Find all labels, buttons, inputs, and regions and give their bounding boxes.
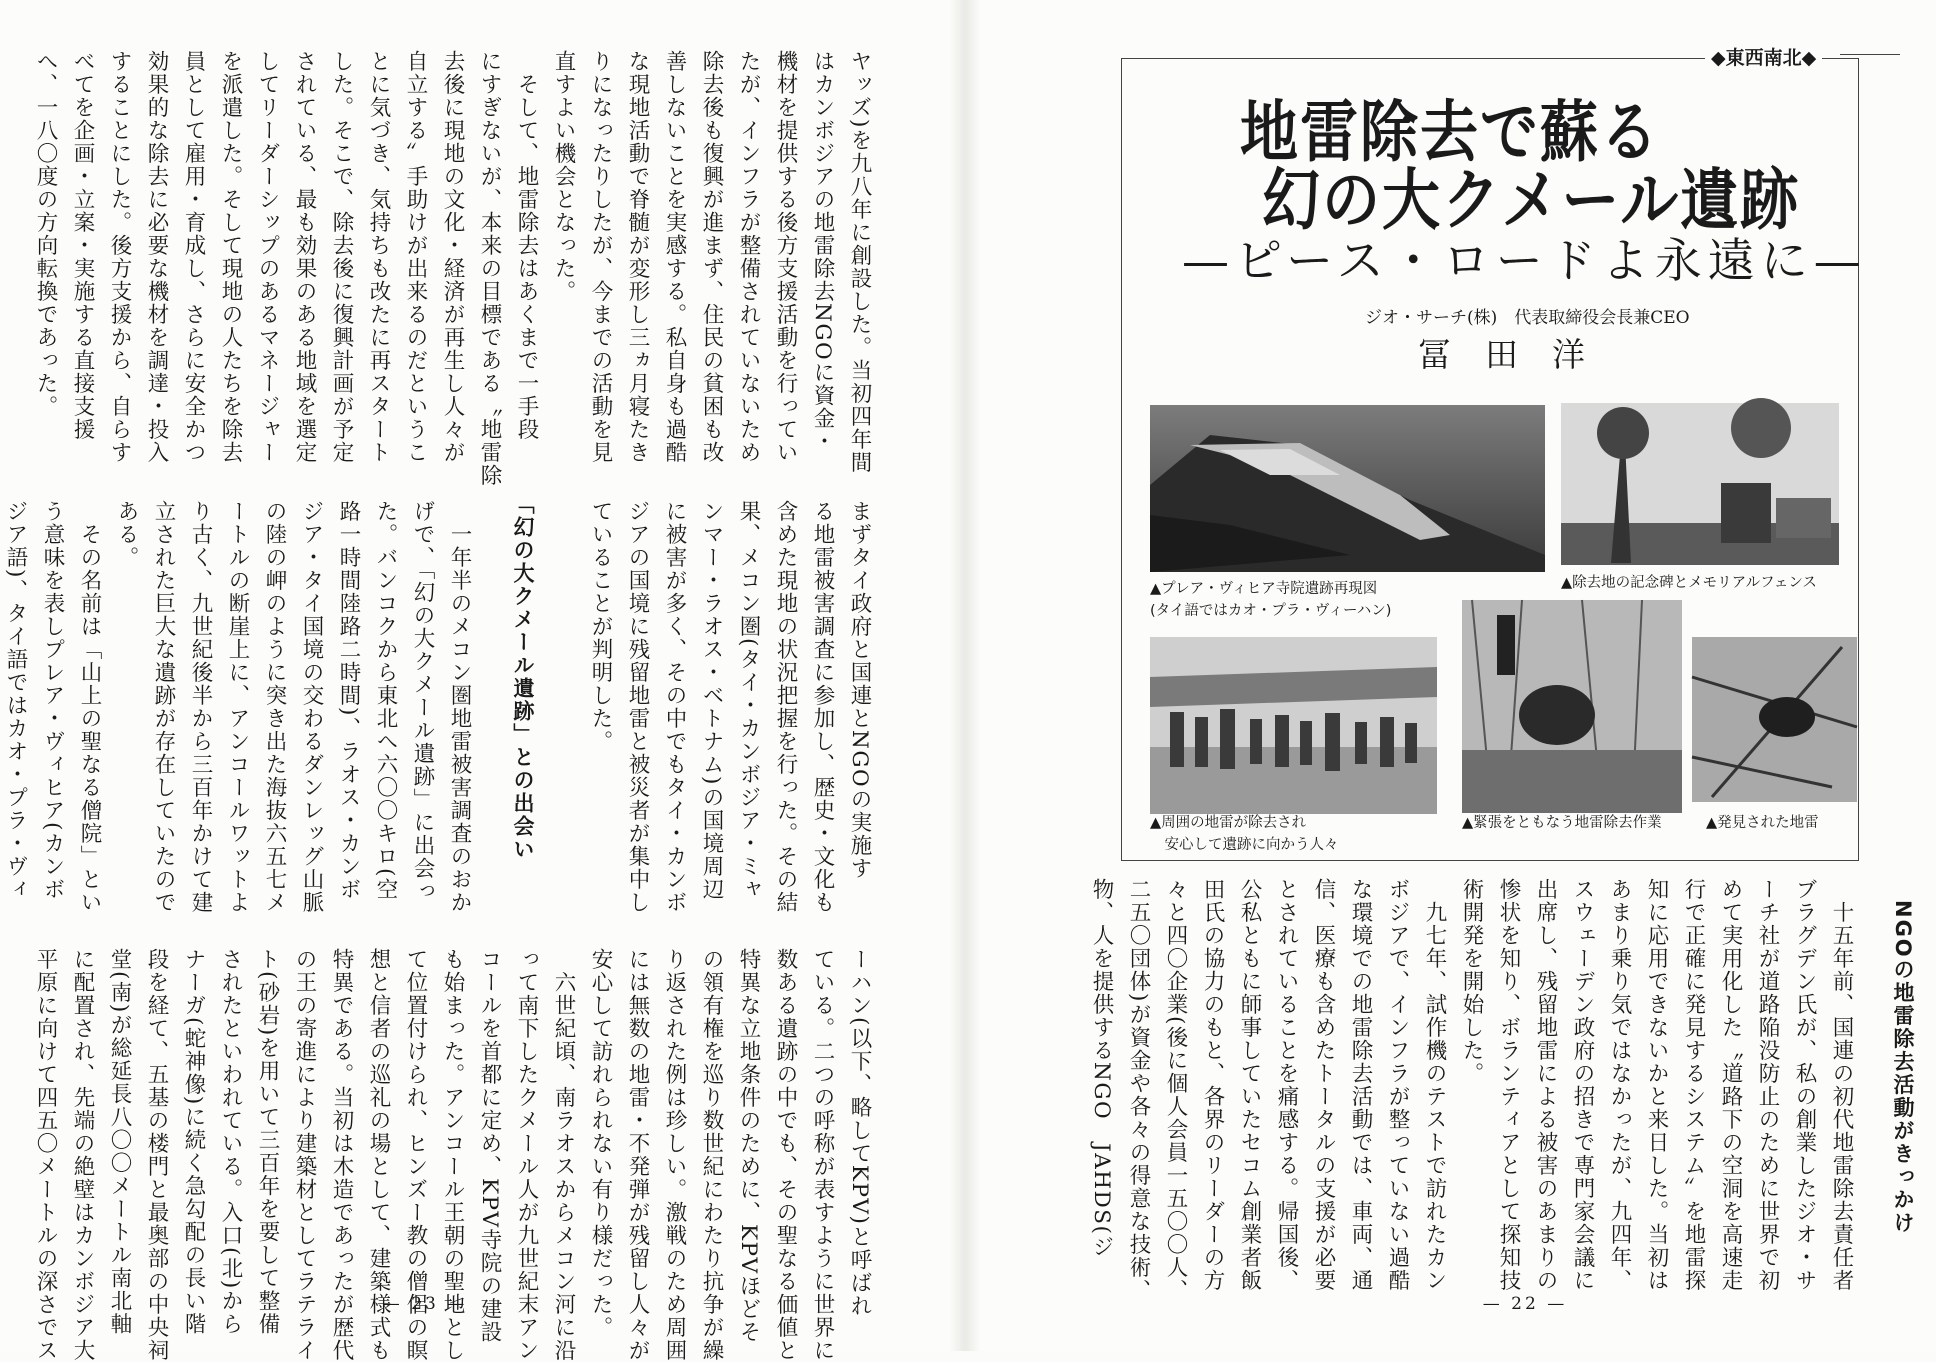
- demining-caption: ▲緊張をともなう地雷除去作業: [1462, 815, 1662, 831]
- left-mid-text-b: 一年半のメコン圏地雷被害調査のおか げで、「幻の大クメール遺跡」に出会っ た。バンコクから東北へ六〇〇キロ(空 路一時間陸路二時間)、ラオス・カンボ ジア・タイ国境の交わるダンレッグ山脈 の陸の岬のように突き出た海抜六五七メ ートルの断崖上に、アンコールワットよ り古く、九世紀後半から三百年かけて建 立された巨大な遺跡が存在していたので ある。 その名前は「山上の聖なる僧院」とい う意味を表しプレア・ヴィヒア(カンボ ジア語)、タイ語ではカオ・プラ・ヴィ: [3, 500, 472, 914]
- series-rule: [1840, 54, 1900, 55]
- demining-photo: [1462, 600, 1682, 813]
- memorial-photo: [1561, 403, 1839, 565]
- left-bottom-text: ーハン(以下、略してKPV)と呼ばれ ている。二つの呼称が表すように世界に 数ある遺跡の中でも、その聖なる価値と 特異な立地条件のために、KPVほどそ の領有権を巡り数世紀にわたり抗争が繰 り返された例は珍しい。激戦のため周囲 には無数の地雷・不発弾が残留し人々が 安心して訪れられない有り様だった。 六世紀頃、南ラオスからメコン河に沿 って南下したクメール人が九世紀末アン コールを首都に定め、KPV寺院の建設 も始まった。アンコール王朝の聖地とし て位置付けられ、ヒンズー教の僧侶の瞑 想と信者の巡礼の場として、建築様式も 特異である。当初は木造であったが歴代 の王の寄進により建築材としてラテライ ト(砂岩)を用いて三百年を要して整備 されたといわれている。入口(北)から ナーガ(蛇神像)に続く急勾配の長い階 段を経て、五基の楼門と最奥部の中央祠 堂(南)が総延長八〇〇メートル南北軸 に配置され、先端の絶壁はカンボジア大 平原に向けて四五〇メートルの深さでス: [33, 948, 872, 1362]
- memorial-caption: ▲除去地の記念碑とメモリアルフェンス: [1561, 575, 1817, 591]
- right-page-number: — 22 —: [1482, 1294, 1568, 1314]
- left-top-text: ヤッズ)を九八年に創設した。当初四年間 はカンボジアの地雷除去NGOに資金・ 機材を提供する後方支援活動を行ってい たが、インフラが整備されていないため 除去後も復興が進まず、住民の貧困も改 善しないことを実感する。私自身も過酷 な現地活動で脊髄が変形し三ヵ月寝たき りになったりしたが、今までの活動を見 直すよい機会となった。 そして、地雷除去はあくまで一手段 にすぎないが、本来の目標である〝地雷除 去後に現地の文化・経済が再生し人々が 自立する〟手助けが出来るのだというこ とに気づき、気持ちも改たに再スタート した。そこで、除去後に復興計画が予定 されている、最も効果のある地域を選定 してリーダーシップのあるマネージャー を派遣した。そして現地の人たちを除去 員として雇用・育成し、さらに安全かつ 効果的な除去に必要な機材を調達・投入 することにした。後方支援から、自らす べてを企画・立案・実施する直接支援 へ、一八〇度の方向転換であった。: [33, 50, 872, 487]
- left-section-heading: 「幻の大クメール遺跡」との出会い: [511, 493, 535, 861]
- feature-subtitle: —ピース・ロードよ永遠に—: [1182, 234, 1867, 289]
- ruins-photo: [1150, 405, 1545, 572]
- crowd-caption: ▲周囲の地雷が除去され 安心して遺跡に向かう人々: [1150, 815, 1339, 853]
- left-mid-text-a: まずタイ政府と国連とNGOの実施す る地雷被害調査に参加し、歴史・文化も 含めた現地の状況把握を行った。その結 果、メコン圏(タイ・カンボジア・ミャ ンマー・ラオス・ベトナム)の国境周辺 に被害が多く、その中でもタイ・カンボ ジアの国境に残留地雷と被災者が集中し ていることが判明した。: [588, 500, 872, 914]
- right-body-text: 十五年前、国連の初代地雷除去責任者 ブラグデン氏が、私の創業したジオ・サ ーチ社が道路陥没防止のために世界で初 めて実用化した〝道路下の空洞を高速走 行で正確に発見するシステム〟を地雷探 知に応用できないかと来日した。当初は あまり乗り気ではなかったが、九四年、 スウェーデン政府の招きで専門家会議に 出席し、残留地雷による被害のあまりの 惨状を知り、ボランティアとして探知技 術開発を開始した。 九七年、試作機のテストで訪れたカン ボジアで、インフラが整っていない過酷 な環境での地雷除去活動では、車両、通 信、医療も含めたトータルの支援が必要 とされていることを痛感する。帰国後、 公私ともに師事していたセコム創業者飯 田氏の協力のもと、各界のリーダーの方 々と四〇企業(後に個人会員一五〇〇人、 二五〇団体)が資金や各々の得意な技術、 物、人を提供するNGO JAHDS(ジ: [1089, 878, 1854, 1302]
- ruins-caption: ▲プレア・ヴィヒア寺院遺跡再現図 (タイ語ではカオ・プラ・ヴィーハン): [1150, 581, 1392, 619]
- mine-photo: [1692, 637, 1857, 802]
- left-page-number: — 23 —: [382, 1294, 468, 1314]
- author-affiliation: ジオ・サーチ(株) 代表取締役会長兼CEO: [1365, 308, 1690, 328]
- right-section-heading: NGOの地雷除去活動がきっかけ: [1891, 900, 1915, 1235]
- series-tag: ◆東西南北◆: [1705, 43, 1822, 70]
- feature-title-line2: 幻の大クメール遺跡: [1262, 160, 1801, 240]
- page-gutter: [950, 0, 980, 1351]
- crowd-photo: [1150, 637, 1437, 814]
- author-name: 冨田洋: [1418, 335, 1619, 374]
- mine-caption: ▲発見された地雷: [1706, 815, 1819, 831]
- feature-title-line1: 地雷除去で蘇る: [1240, 92, 1661, 172]
